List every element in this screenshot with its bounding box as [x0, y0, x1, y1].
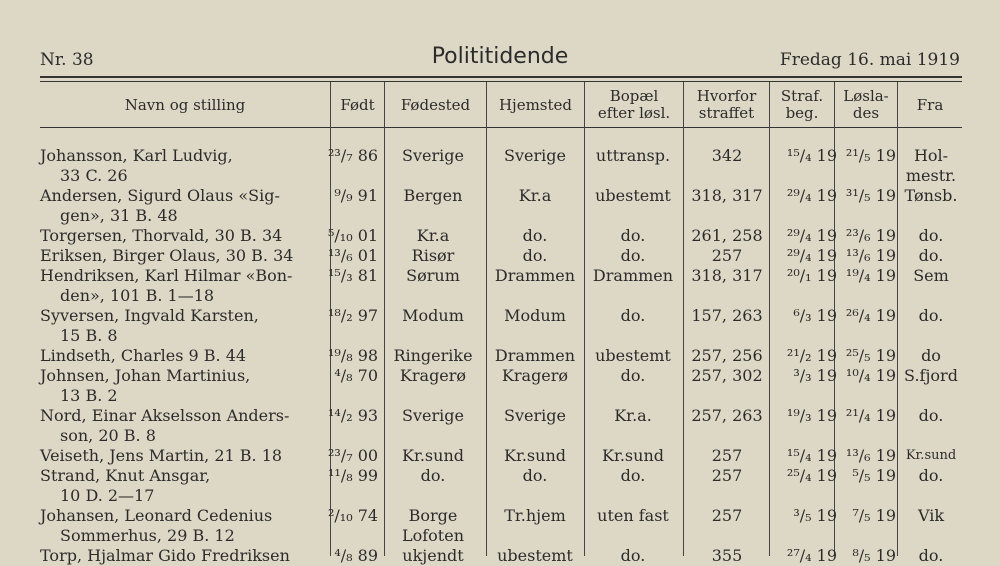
residence-cell: Drammen [494, 346, 576, 365]
offence-cell: 318, 317 [691, 186, 763, 205]
born-cell: ¹⁹/₈ 98 [328, 346, 379, 365]
header-rule [40, 76, 962, 78]
residence-cell: Kragerø [501, 366, 569, 385]
release-cell: ⁷/₅ 19 [852, 506, 896, 525]
release-cell: ¹³/₆ 19 [845, 246, 896, 265]
from-cell [899, 266, 963, 286]
from-line: do [921, 346, 941, 365]
from-cell [899, 406, 963, 426]
sentence-start-cell: ²¹/₂ 19 [786, 346, 837, 365]
from-line: do. [918, 406, 944, 425]
born-cell: ⁴/₈ 89 [334, 546, 378, 565]
sentence-start-cell: ²⁹/₄ 19 [786, 226, 837, 245]
name-cell [40, 366, 330, 406]
offence-cell: 257 [711, 506, 743, 525]
release-cell: ²¹/₅ 19 [845, 146, 896, 165]
name-cell [40, 346, 330, 366]
name-continuation: gen», 31 B. 48 [60, 206, 178, 225]
name-continuation: Sommerhus, 29 B. 12 [60, 526, 235, 545]
address-cell: do. [620, 366, 646, 385]
residence-cell: Sverige [504, 146, 566, 165]
name-line: Andersen, Sigurd Olaus «Sig- [40, 186, 280, 205]
offence-cell: 261, 258 [691, 226, 763, 245]
from-cell [899, 146, 963, 186]
column-header-rule [40, 127, 962, 128]
name-line: Veiseth, Jens Martin, 21 B. 18 [40, 446, 283, 465]
birthplace-cell: do. [420, 466, 446, 485]
birthplace-cell: Ringerike [393, 346, 473, 365]
from-cell [899, 346, 963, 366]
from-line: Hol- [913, 146, 949, 165]
address-cell: do. [620, 226, 646, 245]
issue-number: Nr. 38 [40, 50, 94, 70]
birthplace-cell: Kr.a [416, 226, 450, 245]
from-line: Tønsb. [904, 186, 958, 205]
residence-cell: do. [522, 246, 548, 265]
from-line: do. [918, 226, 944, 245]
name-line: Lindseth, Charles 9 B. 44 [40, 346, 247, 365]
name-continuation: son, 20 B. 8 [60, 426, 156, 445]
column-divider [897, 82, 898, 556]
from-line: Vik [917, 506, 945, 525]
offence-cell: 257, 302 [691, 366, 763, 385]
birthplace-cell: Bergen [403, 186, 463, 205]
birthplace-cell: ukjendt [402, 546, 464, 565]
sentence-start-cell: ⁶/₃ 19 [793, 306, 837, 325]
column-header-offence: Hvorfor straffet [696, 87, 757, 122]
birthplace-cell: Borge [408, 506, 458, 525]
name-continuation: 10 D. 2—17 [60, 486, 155, 505]
name-line: Johnsen, Johan Martinius, [40, 366, 251, 385]
release-cell: ²⁵/₅ 19 [845, 346, 896, 365]
offence-cell: 157, 263 [691, 306, 763, 325]
release-cell: ⁵/₅ 19 [852, 466, 896, 485]
release-cell: ¹³/₆ 19 [845, 446, 896, 465]
birthplace-cell: Kr.sund [402, 446, 464, 465]
birthplace-cell: Kragerø [399, 366, 467, 385]
sentence-start-cell: ²⁵/₄ 19 [786, 466, 837, 485]
born-cell: ¹⁸/₂ 97 [328, 306, 379, 325]
name-cell [40, 446, 330, 466]
from-cell [899, 246, 963, 266]
residence-cell: ubestemt [497, 546, 573, 565]
name-line: Johansson, Karl Ludvig, [40, 146, 233, 165]
from-line: Kr.sund [905, 448, 957, 463]
column-header-born: Født [340, 95, 375, 114]
from-cell [899, 506, 963, 526]
release-cell: ²⁶/₄ 19 [845, 306, 896, 325]
from-line: S.fjord [904, 366, 958, 385]
born-cell: ¹³/₆ 01 [328, 246, 379, 265]
residence-cell: do. [522, 466, 548, 485]
residence-cell: do. [522, 226, 548, 245]
from-cell [899, 466, 963, 486]
offence-cell: 257 [711, 466, 743, 485]
name-cell [40, 266, 330, 306]
column-divider [683, 82, 684, 556]
born-cell: ⁹/₉ 91 [334, 186, 378, 205]
offence-cell: 318, 317 [691, 266, 763, 285]
birthplace-cell: Sverige [402, 406, 464, 425]
from-cell [899, 366, 963, 386]
name-continuation: 15 B. 8 [60, 326, 118, 345]
address-cell: ubestemt [595, 346, 671, 365]
column-header-release: Løsla- des [843, 87, 889, 122]
residence-cell: Modum [504, 306, 566, 325]
residence-cell: Kr.a [518, 186, 552, 205]
name-continuation: 33 C. 26 [60, 166, 128, 185]
name-cell [40, 546, 330, 566]
name-cell [40, 246, 330, 266]
column-header-address-after-release: Bopæl efter løsl. [597, 87, 671, 122]
column-header-birthplace: Fødested [400, 95, 471, 114]
address-cell: uttransp. [595, 146, 671, 165]
from-cell [899, 446, 963, 466]
offence-cell: 355 [711, 546, 743, 565]
born-cell: ¹¹/₈ 99 [328, 466, 379, 485]
born-cell: ⁵/₁₀ 01 [328, 226, 379, 245]
from-line: do. [918, 466, 944, 485]
name-line: Syversen, Ingvald Karsten, [40, 306, 259, 325]
release-cell: ²³/₆ 19 [845, 226, 896, 245]
table-top-rule [40, 81, 962, 82]
name-cell [40, 306, 330, 346]
name-line: Eriksen, Birger Olaus, 30 B. 34 [40, 246, 294, 265]
name-cell [40, 506, 330, 546]
name-line: Strand, Knut Ansgar, [40, 466, 211, 485]
name-continuation: 13 B. 2 [60, 386, 118, 405]
release-cell: ¹⁰/₄ 19 [845, 366, 896, 385]
issue-date: Fredag 16. mai 1919 [779, 50, 960, 70]
born-cell: ²³/₇ 00 [328, 446, 379, 465]
born-cell: ²/₁₀ 74 [328, 506, 379, 525]
sentence-start-cell: ²⁹/₄ 19 [786, 246, 837, 265]
name-line: Johansen, Leonard Cedenius [40, 506, 273, 525]
birthplace-cell: Sørum [406, 266, 460, 285]
sentence-start-cell: ³/₃ 19 [793, 366, 837, 385]
birthplace-cell: Risør [411, 246, 455, 265]
name-line: Nord, Einar Akselsson Anders- [40, 406, 290, 425]
name-cell [40, 146, 330, 186]
column-header-from: Fra [916, 95, 944, 114]
address-cell: Drammen [592, 266, 674, 285]
sentence-start-cell: ¹⁹/₃ 19 [786, 406, 837, 425]
publication-title: Polititidende [431, 44, 569, 69]
sentence-start-cell: ¹⁵/₄ 19 [786, 446, 837, 465]
born-cell: ²³/₇ 86 [328, 146, 379, 165]
offence-cell: 257 [711, 246, 743, 265]
born-cell: ¹⁴/₂ 93 [328, 406, 379, 425]
sentence-start-cell: ³/₅ 19 [793, 506, 837, 525]
sentence-start-cell: ²⁹/₄ 19 [786, 186, 837, 205]
from-line: do. [918, 306, 944, 325]
address-cell: ubestemt [595, 186, 671, 205]
offence-cell: 257, 263 [691, 406, 763, 425]
release-cell: ²¹/₄ 19 [845, 406, 896, 425]
born-cell: ¹⁵/₃ 81 [328, 266, 379, 285]
from-continuation: mestr. [905, 166, 957, 185]
name-line: Torp, Hjalmar Gido Fredriksen [40, 546, 290, 565]
residence-cell: Sverige [504, 406, 566, 425]
name-cell [40, 186, 330, 226]
address-cell: uten fast [597, 506, 669, 525]
sentence-start-cell: ²⁰/₁ 19 [786, 266, 837, 285]
residence-cell: Drammen [494, 266, 576, 285]
name-continuation: den», 101 B. 1—18 [60, 286, 215, 305]
name-cell [40, 226, 330, 246]
from-line: do. [918, 246, 944, 265]
offence-cell: 257 [711, 446, 743, 465]
offence-cell: 342 [711, 146, 743, 165]
from-cell [899, 546, 963, 566]
sentence-start-cell: ²⁷/₄ 19 [786, 546, 837, 565]
name-cell [40, 466, 330, 506]
release-cell: ⁸/₅ 19 [852, 546, 896, 565]
offence-cell: 257, 256 [691, 346, 763, 365]
column-header-name: Navn og stilling [124, 95, 246, 114]
name-line: Torgersen, Thorvald, 30 B. 34 [40, 226, 283, 245]
page-header [0, 44, 1000, 74]
column-divider [769, 82, 770, 556]
from-cell [899, 186, 963, 206]
column-header-sentence-start: Straf. beg. [780, 87, 824, 122]
residence-cell: Tr.hjem [504, 506, 566, 525]
column-header-residence: Hjemsted [498, 95, 573, 114]
birthplace-cell: Sverige [402, 146, 464, 165]
address-cell: do. [620, 306, 646, 325]
from-cell [899, 226, 963, 246]
birthplace-extra-line: Lofoten [401, 526, 464, 545]
address-cell: Kr.a. [614, 406, 652, 425]
from-cell [899, 306, 963, 326]
address-cell: do. [620, 546, 646, 565]
from-line: Sem [913, 266, 949, 285]
address-cell: Kr.sund [602, 446, 664, 465]
release-cell: ³¹/₅ 19 [845, 186, 896, 205]
birthplace-cell: Modum [402, 306, 464, 325]
from-line: do. [918, 546, 944, 565]
address-cell: do. [620, 466, 646, 485]
name-line: Hendriksen, Karl Hilmar «Bon- [40, 266, 293, 285]
sentence-start-cell: ¹⁵/₄ 19 [786, 146, 837, 165]
residence-cell: Kr.sund [504, 446, 566, 465]
address-cell: do. [620, 246, 646, 265]
born-cell: ⁴/₈ 70 [334, 366, 378, 385]
name-cell [40, 406, 330, 446]
release-cell: ¹⁹/₄ 19 [845, 266, 896, 285]
